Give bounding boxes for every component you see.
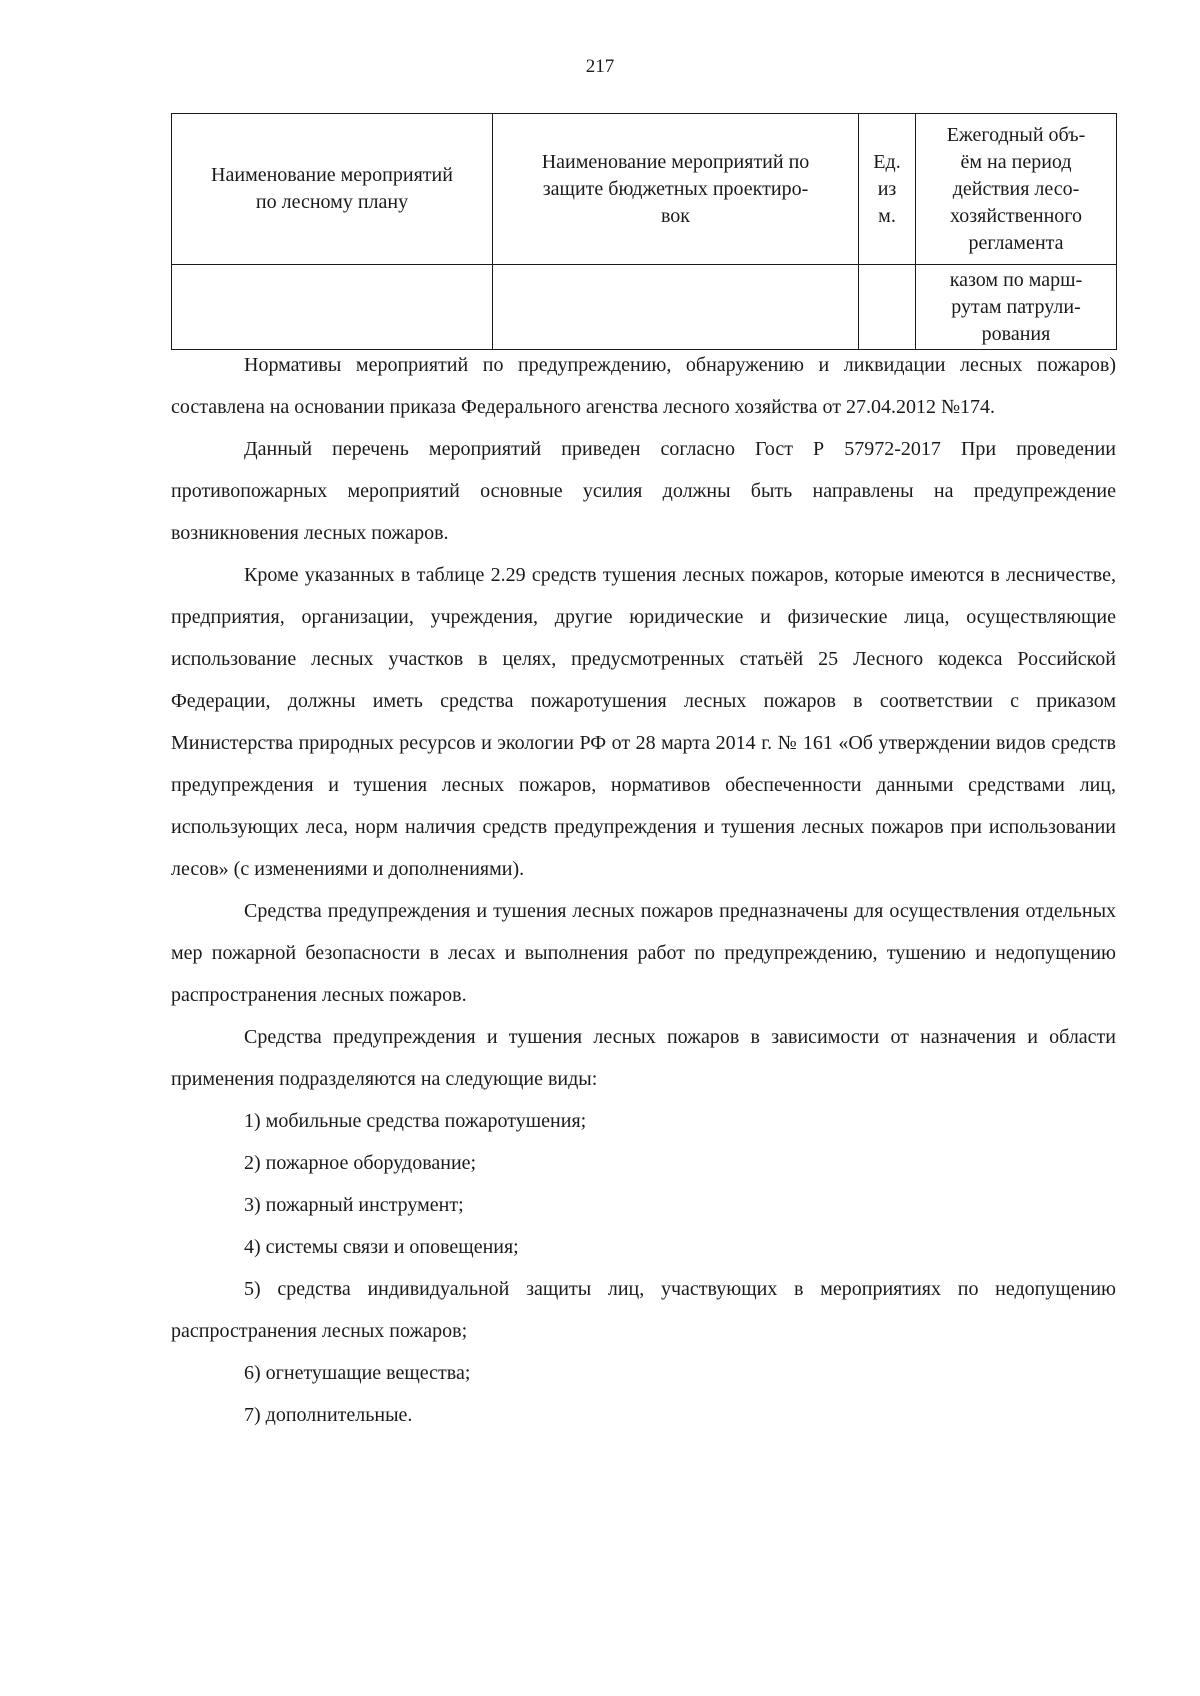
paragraph-purpose: Средства предупреждения и тушения лесных пожаров предназначены для осуществления отдельных мер пожарной безопасности в лесах и выполнения работ по предупреждению, тушению и недопущению распространения лесных пожаров. (171, 900, 1116, 1006)
table-cell (172, 265, 493, 350)
measures-table (171, 113, 1117, 350)
list-item: 5) средства индивидуальной защиты лиц, участвующих в мероприятиях по недопущению распространения лесных пожаров; (171, 1278, 1116, 1342)
paragraph-types-intro: Средства предупреждения и тушения лесных пожаров в зависимости от назначения и области применения подразделяются на следующие виды: (171, 1026, 1116, 1090)
paragraph-gost: Данный перечень мероприятий приведен согласно Гост Р 57972-2017 При проведении противопожарных мероприятий основные усилия должны быть направлены на предупреждение возникновения лесных пожаров. (171, 438, 1116, 544)
table-cell (493, 265, 859, 350)
table-cell: казом по марш- рутам патрули- рования (916, 265, 1117, 350)
list-item: 6) огнетушащие вещества; (244, 1362, 471, 1384)
table-row (172, 265, 1117, 350)
list-item: 4) системы связи и оповещения; (244, 1236, 519, 1258)
header-annual-volume: Ежегодный объ- ём на период действия лесо- хозяйственного регламента (916, 114, 1117, 265)
paragraph-extinguishing-means: Кроме указанных в таблице 2.29 средств тушения лесных пожаров, которые имеются в лесничестве, предприятия, организации, учреждения, другие юридические и физические лица, осуществляющие использование лесных участков в целях, предусмотренных статьёй 25 Лесного кодекса Российской Федерации, должны иметь средства пожаротушения лесных пожаров в соответствии с приказом Министерства природных ресурсов и экологии РФ от 28 марта 2014 г. № 161 «Об утверждении видов средств предупреждения и тушения лесных пожаров, нормативов обеспеченности данными средствами лиц, использующих леса, норм наличия средств предупреждения и тушения лесных пожаров при использовании лесов» (с изменениями и дополнениями). (171, 564, 1116, 880)
list-item: 3) пожарный инструмент; (244, 1194, 464, 1216)
table-header-row (172, 114, 1117, 265)
list-item: 2) пожарное оборудование; (244, 1152, 477, 1174)
header-budget-measures: Наименование мероприятий по защите бюджетных проектиро- вок (493, 114, 859, 265)
list-item: 7) дополнительные. (244, 1404, 413, 1426)
header-forest-plan-measures: Наименование мероприятий по лесному плану (172, 114, 493, 265)
body-text (171, 344, 1116, 1436)
page-number: 217 (585, 56, 615, 77)
table-cell (859, 265, 916, 350)
paragraph-fire-norms: Нормативы мероприятий по предупреждению, обнаружению и ликвидации лесных пожаров) составлена на основании приказа Федерального агенства лесного хозяйства от 27.04.2012 №174. (171, 354, 1116, 418)
list-item: 1) мобильные средства пожаротушения; (244, 1110, 587, 1132)
header-unit: Ед. из м. (859, 114, 916, 265)
